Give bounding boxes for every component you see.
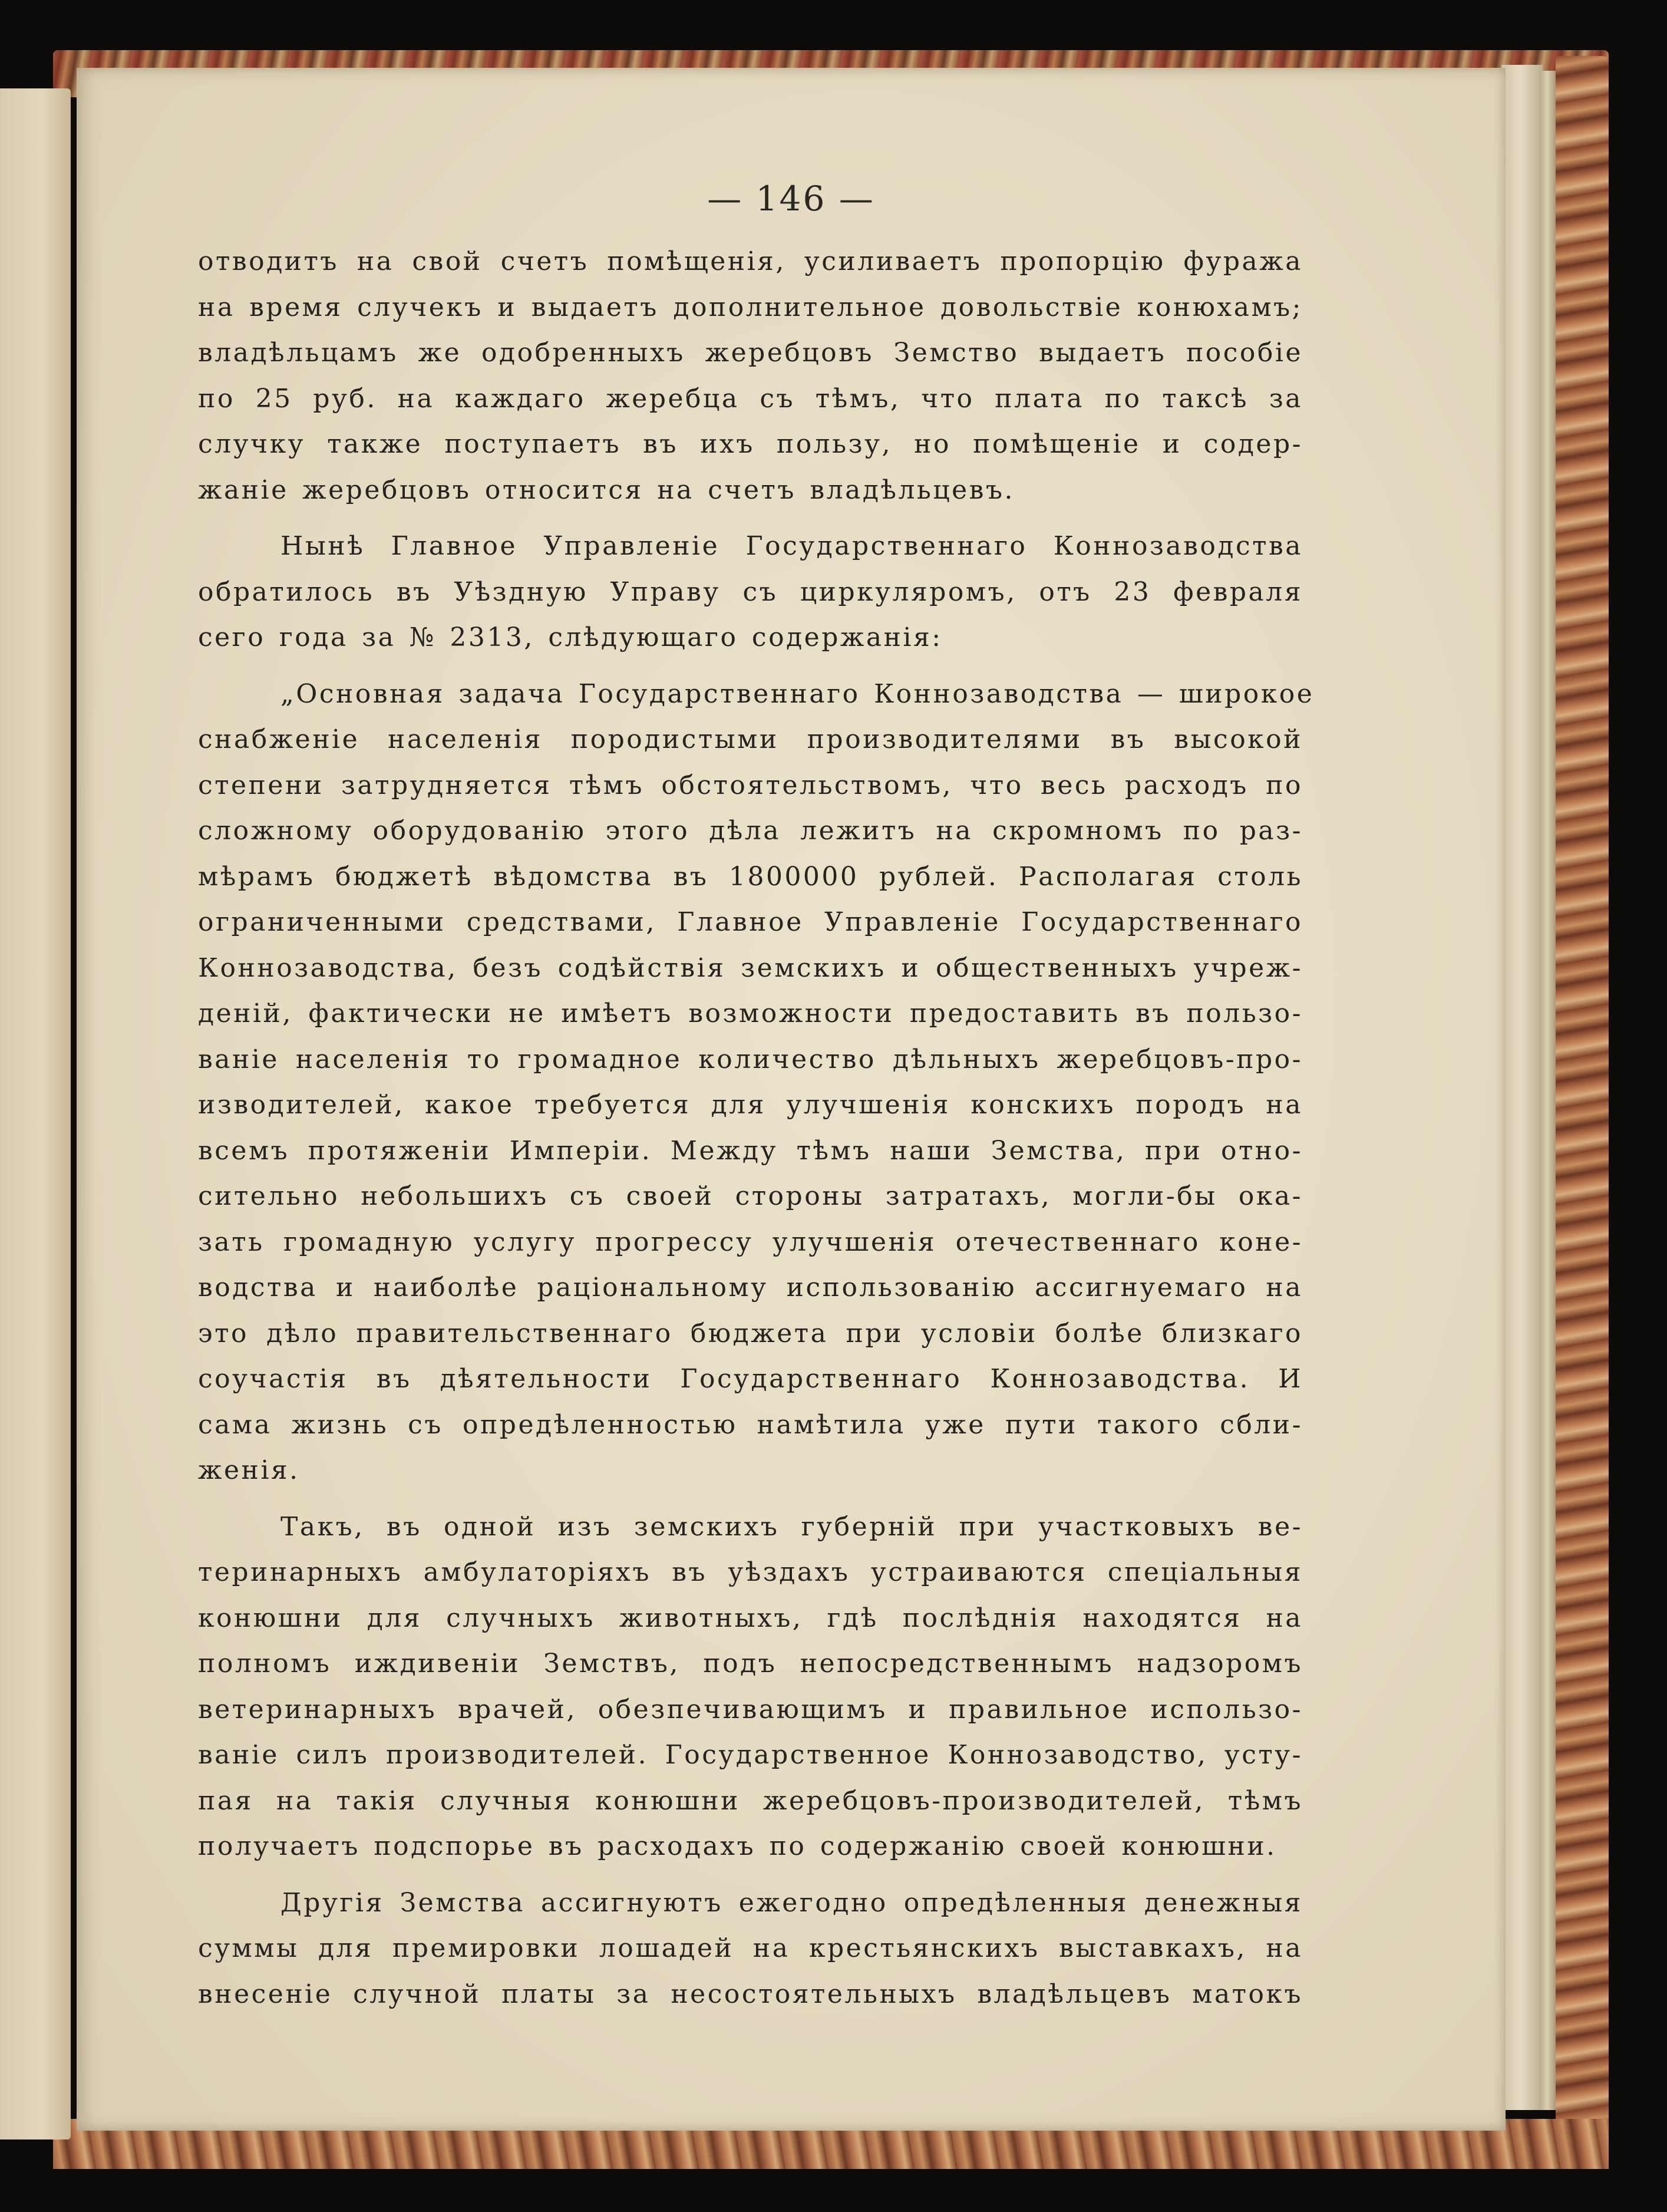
text-line: внесеніе случной платы за несостоятельныхъ владѣльцевъ матокъ — [198, 1979, 1303, 2009]
text-line: ваніе силъ производителей. Государственное Коннозаводство, усту- — [198, 1740, 1303, 1770]
text-line: „Основная задача Государственнаго Коннозаводства — широкое — [280, 678, 1315, 709]
left-page-edge — [0, 88, 71, 2140]
text-line: водства и наиболѣе раціональному использованію ассигнуемаго на — [198, 1273, 1303, 1303]
text-line: степени затрудняется тѣмъ обстоятельствомъ, что весь расходъ по — [198, 770, 1303, 800]
page-body — [198, 239, 1315, 2017]
text-line: ветеринарныхъ врачей, обезпечивающимъ и правильное использо- — [198, 1694, 1303, 1725]
text-line: отводитъ на свой счетъ помѣщенія, усиливаетъ пропорцію фуража — [198, 246, 1303, 276]
text-line: суммы для премировки лошадей на крестьянскихъ выставкахъ, на — [198, 1933, 1303, 1963]
text-line: женія. — [198, 1455, 300, 1485]
page-stack-edge-outer — [1539, 71, 1556, 2110]
text-line: на время случекъ и выдаетъ дополнительное довольствіе конюхамъ; — [198, 292, 1303, 322]
text-line: Такъ, въ одной изъ земскихъ губерній при участковыхъ ве- — [280, 1511, 1303, 1542]
book-binding-right — [1556, 56, 1609, 2160]
text-line: жаніе жеребцовъ относится на счетъ владѣльцевъ. — [198, 474, 1015, 505]
text-line: конюшни для случныхъ животныхъ, гдѣ послѣднія находятся на — [198, 1603, 1303, 1633]
text-line: ограниченными средствами, Главное Управленіе Государственнаго — [198, 907, 1303, 937]
text-line: Другія Земства ассигнуютъ ежегодно опредѣленныя денежныя — [280, 1887, 1303, 1918]
paragraph-1 — [198, 239, 1303, 513]
text-line: деній, фактически не имѣетъ возможности предоставить въ пользо- — [198, 998, 1303, 1028]
text-line: Нынѣ Главное Управленіе Государственнаго Коннозаводства — [280, 531, 1303, 561]
text-line: Коннозаводства, безъ содѣйствія земскихъ и общественныхъ учреж- — [198, 952, 1303, 983]
page-stack-edge — [1501, 65, 1543, 2110]
text-line: сама жизнь съ опредѣленностью намѣтила уже пути такого сбли- — [198, 1409, 1303, 1440]
text-line: изводителей, какое требуется для улучшенія конскихъ породъ на — [198, 1090, 1303, 1120]
text-line: случку также поступаетъ въ ихъ пользу, но помѣщеніе и содер- — [198, 429, 1303, 459]
book-page — [77, 68, 1506, 2131]
text-line: полномъ иждивеніи Земствъ, подъ непосредственнымъ надзоромъ — [198, 1649, 1303, 1679]
text-line: пая на такія случныя конюшни жеребцовъ-производителей, тѣмъ — [198, 1785, 1303, 1816]
paragraph-5 — [198, 1880, 1303, 2017]
text-line: теринарныхъ амбулаторіяхъ въ уѣздахъ устраиваются спеціальныя — [198, 1557, 1303, 1587]
text-line: зать громадную услугу прогрессу улучшенія отечественнаго коне- — [198, 1227, 1303, 1257]
text-line: получаетъ подспорье въ расходахъ по содержанію своей конюшни. — [198, 1831, 1277, 1861]
paragraph-2 — [198, 523, 1303, 661]
text-line: сительно небольшихъ съ своей стороны затратахъ, могли-бы ока- — [198, 1181, 1303, 1211]
text-line: всемъ протяженіи Имперіи. Между тѣмъ наши Земства, при отно- — [198, 1135, 1303, 1166]
text-line: по 25 руб. на каждаго жеребца съ тѣмъ, что плата по таксѣ за — [198, 383, 1303, 414]
text-line: снабженіе населенія породистыми производителями въ высокой — [198, 724, 1303, 754]
text-line: мѣрамъ бюджетѣ вѣдомства въ 1800000 рублей. Располагая столь — [198, 861, 1303, 892]
paragraph-4 — [198, 1504, 1303, 1870]
text-line: соучастія въ дѣятельности Государственнаго Коннозаводства. И — [198, 1364, 1303, 1394]
text-line: сложному оборудованію этого дѣла лежитъ на скромномъ по раз- — [198, 816, 1303, 846]
text-line: владѣльцамъ же одобренныхъ жеребцовъ Земство выдаетъ пособіе — [198, 338, 1303, 368]
text-line: обратилось въ Уѣздную Управу съ циркуляромъ, отъ 23 февраля — [198, 576, 1303, 607]
paragraph-3-quote — [198, 671, 1315, 1494]
page-number: — 146 — — [707, 179, 875, 219]
text-line: ваніе населенія то громадное количество дѣльныхъ жеребцовъ-про- — [198, 1044, 1303, 1074]
text-line: сего года за № 2313, слѣдующаго содержанія: — [198, 622, 943, 652]
text-line: это дѣло правительственнаго бюджета при условіи болѣе близкаго — [198, 1318, 1303, 1349]
